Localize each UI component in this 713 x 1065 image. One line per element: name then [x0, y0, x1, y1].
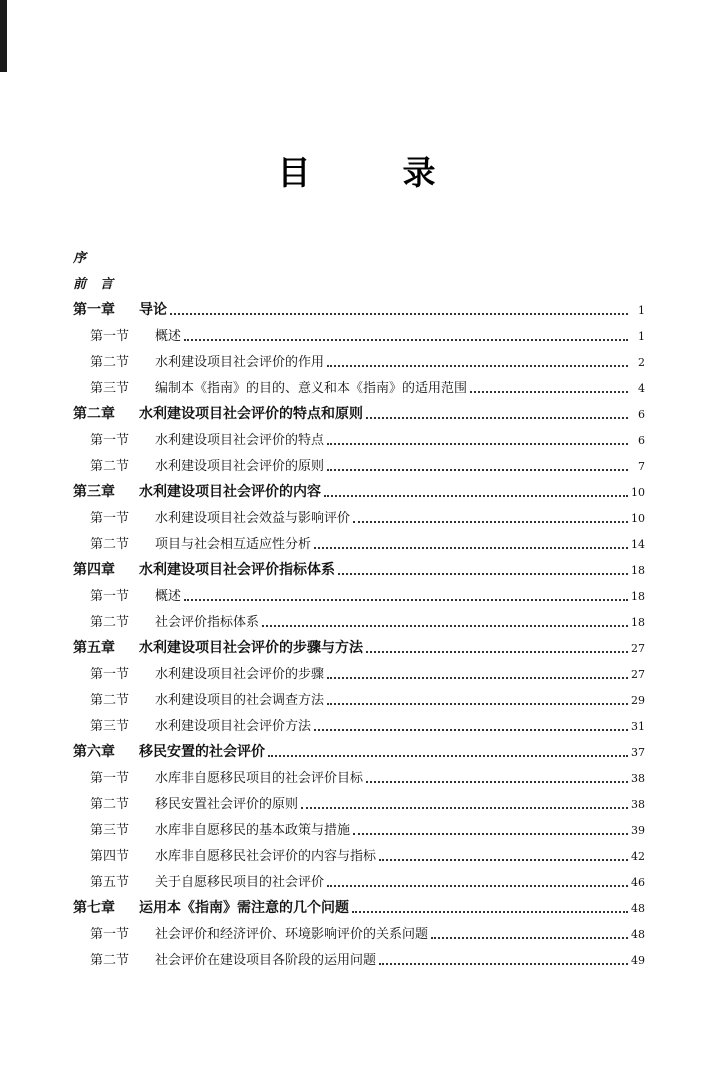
page-number: 14 [631, 538, 645, 551]
section-title: 水利建设项目社会评价方法 [155, 719, 312, 734]
section-title: 移民安置社会评价的原则 [155, 797, 299, 812]
section-number: 第一节 [90, 511, 130, 526]
leader-dots [327, 702, 628, 705]
page-number: 29 [631, 694, 645, 707]
leader-dots [262, 624, 628, 627]
page-number: 18 [631, 564, 645, 577]
leader-dots [379, 962, 628, 965]
leader-dots [379, 858, 628, 861]
page-number: 4 [638, 382, 645, 395]
leader-dots [184, 598, 628, 601]
toc-section[interactable] [73, 500, 645, 526]
page-number: 38 [631, 798, 645, 811]
toc-section[interactable] [73, 864, 645, 890]
leader-dots [353, 520, 628, 523]
section-number: 第一节 [90, 433, 130, 448]
section-number: 第三节 [90, 381, 130, 396]
chapter-title: 水利建设项目社会评价的内容 [139, 484, 321, 500]
page-number: 49 [631, 954, 645, 967]
page-number: 46 [631, 876, 645, 889]
section-title: 水利建设项目社会评价的步骤 [155, 667, 325, 682]
section-title: 水库非自愿移民项目的社会评价目标 [155, 771, 364, 786]
toc-section[interactable] [73, 786, 645, 812]
leader-dots [301, 806, 628, 809]
section-number: 第二节 [90, 615, 130, 630]
page-number: 38 [631, 772, 645, 785]
section-title: 社会评价指标体系 [155, 615, 260, 630]
section-title: 社会评价在建设项目各阶段的运用问题 [155, 953, 377, 968]
leader-dots [327, 884, 628, 887]
section-number: 第四节 [90, 849, 130, 864]
chapter-number: 第七章 [73, 900, 115, 916]
section-number: 第三节 [90, 719, 130, 734]
page-number: 2 [638, 356, 645, 369]
page-number: 39 [631, 824, 645, 837]
section-title: 水利建设项目社会效益与影响评价 [155, 511, 351, 526]
toc-chapter[interactable] [73, 890, 645, 916]
section-number: 第一节 [90, 329, 130, 344]
leader-dots [338, 572, 628, 575]
chapter-title: 运用本《指南》需注意的几个问题 [139, 900, 349, 916]
page-number: 31 [631, 720, 645, 733]
toc-section[interactable] [73, 526, 645, 552]
section-title: 关于自愿移民项目的社会评价 [155, 875, 325, 890]
section-title: 概述 [155, 329, 182, 344]
section-title: 水利建设项目社会评价的原则 [155, 459, 325, 474]
section-number: 第二节 [90, 355, 130, 370]
page-number: 42 [631, 850, 645, 863]
toc-section[interactable] [73, 682, 645, 708]
title-char-1: 目 [277, 153, 311, 192]
page-number: 37 [631, 746, 645, 759]
toc-section[interactable] [73, 656, 645, 682]
page-number: 18 [631, 616, 645, 629]
leader-dots [366, 780, 628, 783]
chapter-number: 第三章 [73, 484, 115, 500]
title-char-2: 录 [402, 153, 436, 192]
toc-section[interactable] [73, 370, 645, 396]
chapter-title: 移民安置的社会评价 [139, 744, 265, 760]
page-number: 10 [631, 486, 645, 499]
leader-dots [353, 832, 628, 835]
section-title: 水库非自愿移民的基本政策与措施 [155, 823, 351, 838]
section-number: 第五节 [90, 875, 130, 890]
toc-section[interactable] [73, 916, 645, 942]
toc-list [73, 240, 645, 968]
toc-entry-preface[interactable] [73, 240, 645, 266]
page-number: 6 [638, 408, 645, 421]
leader-dots [268, 754, 628, 757]
page-number: 27 [631, 668, 645, 681]
section-number: 第一节 [90, 927, 130, 942]
section-number: 第三节 [90, 823, 130, 838]
toc-chapter[interactable] [73, 734, 645, 760]
section-title: 项目与社会相互适应性分析 [155, 537, 312, 552]
page-number: 1 [638, 304, 645, 317]
leader-dots [170, 312, 628, 315]
leader-dots [352, 910, 628, 913]
page-number: 48 [631, 902, 645, 915]
chapter-title: 导论 [139, 302, 167, 318]
toc-entry-text: 前言 [73, 277, 128, 292]
section-number: 第二节 [90, 797, 130, 812]
page-number: 7 [638, 460, 645, 473]
section-title: 水利建设项目的社会调查方法 [155, 693, 325, 708]
section-number: 第一节 [90, 589, 130, 604]
chapter-number: 第一章 [73, 302, 115, 318]
page-number: 48 [631, 928, 645, 941]
toc-section[interactable] [73, 760, 645, 786]
toc-chapter[interactable] [73, 292, 645, 318]
toc-entry-foreword[interactable] [73, 266, 645, 292]
section-title: 编制本《指南》的目的、意义和本《指南》的适用范围 [155, 381, 468, 396]
section-number: 第一节 [90, 771, 130, 786]
section-number: 第二节 [90, 537, 130, 552]
section-title: 水利建设项目社会评价的特点 [155, 433, 325, 448]
page-number: 18 [631, 590, 645, 603]
toc-section[interactable] [73, 942, 645, 968]
leader-dots [327, 442, 628, 445]
leader-dots [431, 936, 628, 939]
toc-section[interactable] [73, 578, 645, 604]
page-number: 10 [631, 512, 645, 525]
toc-chapter[interactable] [73, 630, 645, 656]
toc-chapter[interactable] [73, 396, 645, 422]
section-title: 水库非自愿移民社会评价的内容与指标 [155, 849, 377, 864]
leader-dots [324, 494, 628, 497]
chapter-number: 第二章 [73, 406, 115, 422]
section-number: 第二节 [90, 459, 130, 474]
toc-section[interactable] [73, 604, 645, 630]
section-number: 第二节 [90, 953, 130, 968]
chapter-title: 水利建设项目社会评价的特点和原则 [139, 406, 363, 422]
page-number: 6 [638, 434, 645, 447]
chapter-title: 水利建设项目社会评价指标体系 [139, 562, 335, 578]
leader-dots [470, 390, 628, 393]
section-number: 第一节 [90, 667, 130, 682]
toc-section[interactable] [73, 422, 645, 448]
leader-dots [184, 338, 628, 341]
section-title: 社会评价和经济评价、环境影响评价的关系问题 [155, 927, 429, 942]
toc-section[interactable] [73, 318, 645, 344]
leader-dots [327, 364, 628, 367]
toc-section[interactable] [73, 708, 645, 734]
chapter-title: 水利建设项目社会评价的步骤与方法 [139, 640, 363, 656]
toc-chapter[interactable] [73, 474, 645, 500]
page-title [0, 153, 713, 193]
leader-dots [314, 546, 628, 549]
leader-dots [327, 468, 628, 471]
leader-dots [366, 416, 628, 419]
page-number: 27 [631, 642, 645, 655]
toc-section[interactable] [73, 344, 645, 370]
section-title: 水利建设项目社会评价的作用 [155, 355, 325, 370]
toc-entry-text: 序 [73, 251, 87, 266]
leader-dots [366, 650, 628, 653]
toc-section[interactable] [73, 448, 645, 474]
chapter-number: 第六章 [73, 744, 115, 760]
toc-section[interactable] [73, 838, 645, 864]
toc-chapter[interactable] [73, 552, 645, 578]
section-number: 第二节 [90, 693, 130, 708]
chapter-number: 第四章 [73, 562, 115, 578]
leader-dots [327, 676, 628, 679]
page-number: 1 [638, 330, 645, 343]
section-title: 概述 [155, 589, 182, 604]
chapter-number: 第五章 [73, 640, 115, 656]
toc-section[interactable] [73, 812, 645, 838]
leader-dots [314, 728, 628, 731]
page-edge-mark [0, 0, 7, 72]
